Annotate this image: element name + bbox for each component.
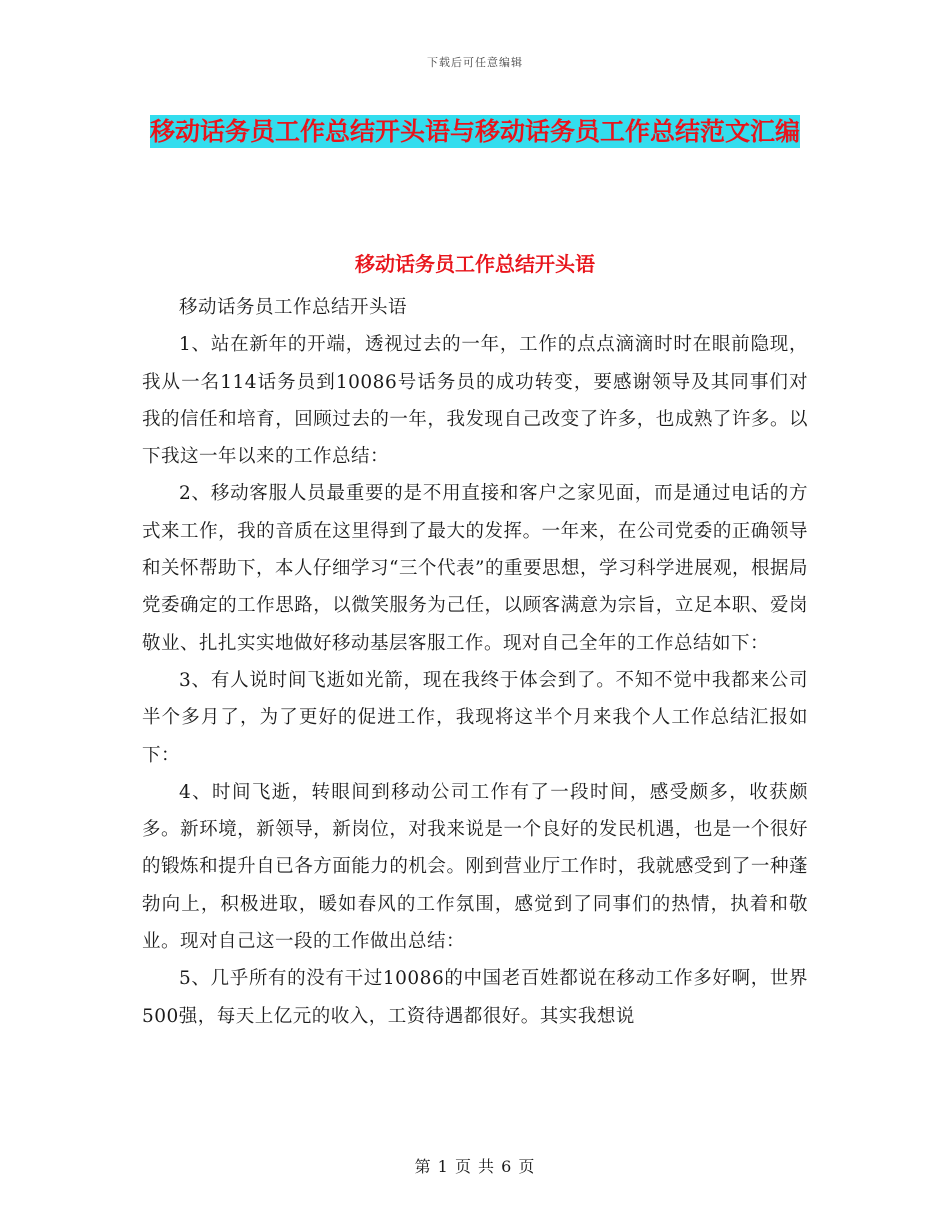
page-footer: 第 1 页 共 6 页	[414, 1157, 536, 1176]
document-title	[140, 108, 810, 155]
header-note: 下载后可任意编辑	[427, 56, 523, 69]
paragraph-4: 4、时间飞逝，转眼间到移动公司工作有了一段时间，感受颇多，收获颇多。新环境，新领导，新岗位，对我来说是一个良好的发民机遇，也是一个很好的锻炼和提升自已各方面能力的机会。刚到营业厅工作时，我就感受到了一种蓬勃向上，积极进取，暖如春风的工作氛围，感觉到了同事们的热情，执着和敬业。现对自己这一段的工作做出总结：	[142, 781, 808, 953]
paragraph-2: 2、移动客服人员最重要的是不用直接和客户之家见面，而是通过电话的方式来工作，我的音质在这里得到了最大的发挥。一年来，在公司党委的正确领导和关怀帮助下，本人仔细学习“三个代表”的重要思想，学习科学进展观，根据局党委确定的工作思路，以微笑服务为己任，以顾客满意为宗旨，立足本职、爱岗敬业、扎扎实实地做好移动基层客服工作。现对自己全年的工作总结如下：	[142, 483, 808, 654]
document-body	[142, 289, 808, 1035]
paragraph-subtitle: 移动话务员工作总结开头语	[179, 297, 408, 318]
paragraph-5: 5、几乎所有的没有干过10086的中国老百姓都说在移动工作多好啊，世界500强，每天上亿元的收入，工资待遇都很好。其实我想说	[142, 968, 808, 1027]
document-title-text: 移动话务员工作总结开头语与移动话务员工作总结范文汇编	[149, 117, 800, 146]
paragraph-3: 3、有人说时间飞逝如光箭，现在我终于体会到了。不知不觉中我都来公司半个多月了，为了更好的促进工作，我现将这半个月来我个人工作总结汇报如下：	[142, 669, 808, 766]
section-title: 移动话务员工作总结开头语	[355, 252, 595, 276]
paragraph-1: 1、站在新年的开端，透视过去的一年，工作的点点滴滴时时在眼前隐现，我从一名114话务员到10086号话务员的成功转变，要感谢领导及其同事们对我的信任和培育，回顾过去的一年，我发现自己改变了许多，也成熟了许多。以下我这一年以来的工作总结：	[142, 334, 808, 468]
